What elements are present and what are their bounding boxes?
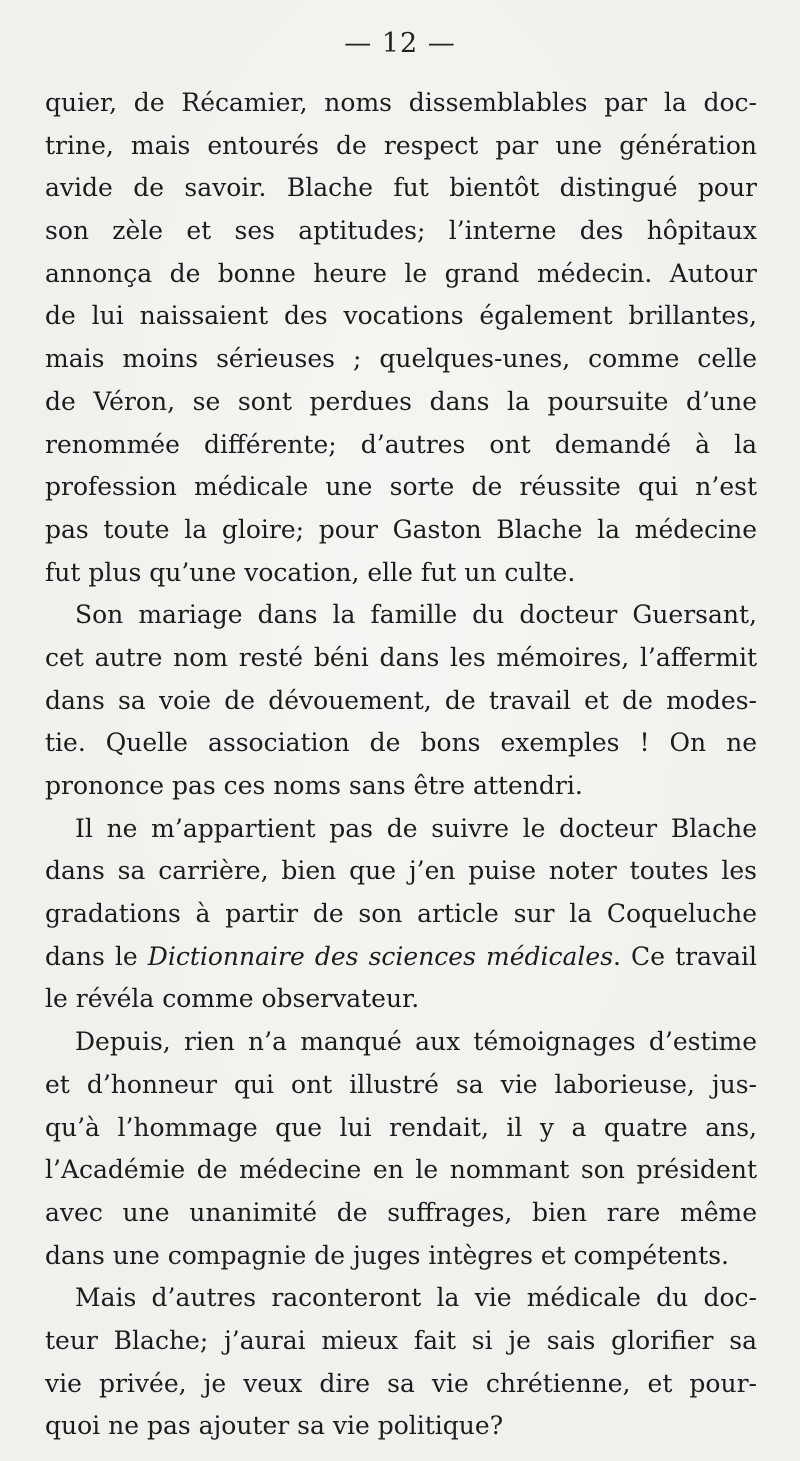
- text-line: tie. Quelle association de bons exemples ! On ne: [45, 728, 757, 758]
- text-line: avec une unanimité de suffrages, bien rare même: [45, 1197, 757, 1227]
- text-line: annonça de bonne heure le grand médecin. Autour: [45, 258, 757, 288]
- text-line: profession médicale une sorte de réussite qui n’est: [45, 472, 757, 502]
- text-line: teur Blache; j’aurai mieux fait si je sais glorifier sa: [45, 1325, 757, 1355]
- paragraph-5: [45, 1277, 757, 1448]
- text-line-with-title: [45, 936, 757, 979]
- text-fragment: dans le: [45, 941, 148, 971]
- book-title: Dictionnaire des sciences médicales: [147, 941, 614, 971]
- text-line: mais moins sérieuses ; quelques-unes, comme celle: [45, 344, 757, 374]
- text-line: dans sa carrière, bien que j’en puise noter toutes les: [45, 856, 757, 886]
- text-line: l’Académie de médecine en le nommant son président: [45, 1155, 757, 1185]
- text-line: Depuis, rien n’a manqué aux témoignages d’estime: [75, 1027, 757, 1057]
- text-line: dans une compagnie de juges intègres et compétents.: [45, 1240, 729, 1270]
- text-line: prononce pas ces noms sans être attendri.: [45, 771, 583, 800]
- text-line: cet autre nom resté béni dans les mémoires, l’affermit: [45, 642, 757, 672]
- text-line: renommée différente; d’autres ont demandé à la: [45, 429, 757, 459]
- text-line: fut plus qu’une vocation, elle fut un culte.: [45, 557, 576, 587]
- text-line: dans sa voie de dévouement, de travail et de modes-: [45, 685, 757, 715]
- page-number: — 12 —: [344, 28, 456, 59]
- text-line: Mais d’autres raconteront la vie médicale du doc-: [75, 1283, 757, 1313]
- text-fragment: . Ce travail: [613, 941, 757, 971]
- text-line: avide de savoir. Blache fut bientôt distingué pour: [45, 173, 757, 203]
- text-line: Son mariage dans la famille du docteur Guersant,: [75, 600, 757, 630]
- text-line: quier, de Récamier, noms dissemblables par la doc-: [45, 88, 757, 117]
- text-line: pas toute la gloire; pour Gaston Blache la médecine: [45, 514, 757, 544]
- text-line: quoi ne pas ajouter sa vie politique?: [45, 1411, 504, 1441]
- body-text: [45, 82, 757, 1448]
- text-line: de Véron, se sont perdues dans la poursuite d’une: [45, 386, 757, 416]
- text-line: qu’à l’hommage que lui rendait, il y a quatre ans,: [45, 1112, 757, 1142]
- text-line: et d’honneur qui ont illustré sa vie laborieuse, jus-: [45, 1069, 757, 1099]
- paragraph-1: [45, 82, 757, 594]
- text-line: le révéla comme observateur.: [45, 984, 420, 1014]
- paragraph-4: [45, 1021, 757, 1277]
- text-line: gradations à partir de son article sur la Coqueluche: [45, 899, 757, 929]
- text-line: de lui naissaient des vocations également brillantes,: [45, 301, 757, 331]
- text-line: Il ne m’appartient pas de suivre le docteur Blache: [75, 813, 757, 843]
- text-line: vie privée, je veux dire sa vie chrétienne, et pour-: [45, 1368, 757, 1398]
- paragraph-2: [45, 594, 757, 807]
- text-line: son zèle et ses aptitudes; l’interne des hôpitaux: [45, 216, 757, 246]
- paragraph-3: [45, 808, 757, 1021]
- text-line: trine, mais entourés de respect par une génération: [45, 130, 757, 160]
